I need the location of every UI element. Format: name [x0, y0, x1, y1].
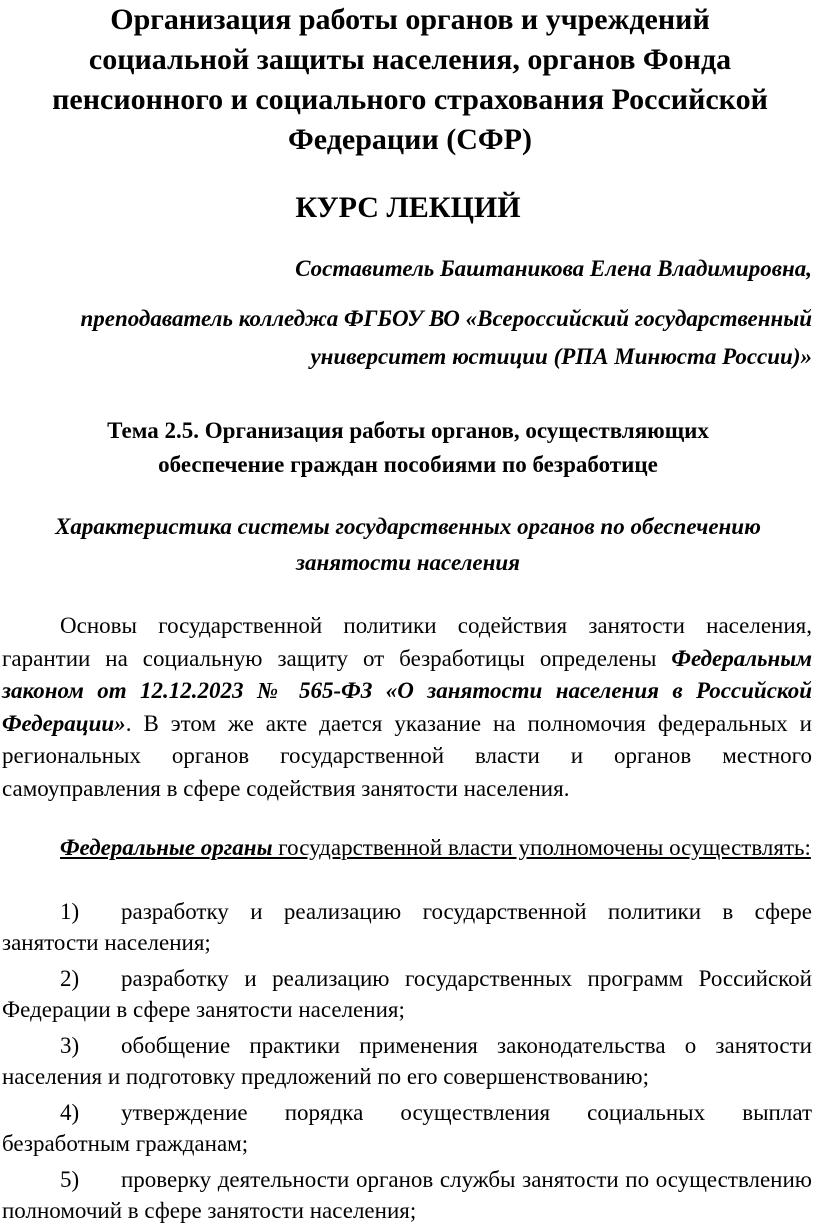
paragraph-text: Основы государственной политики содействия занятости населения, гарантии на социальную защиту от безработицы определены	[2, 613, 812, 671]
list-item	[2, 1030, 812, 1092]
title-line: Организация работы органов и учреждений	[110, 3, 710, 36]
topic-heading	[0, 414, 816, 482]
list-item-number: 5)	[60, 1167, 80, 1192]
list-item-number: 4)	[60, 1100, 80, 1125]
list-item	[2, 963, 812, 1025]
topic-line: Тема 2.5. Организация работы органов, осуществляющих	[107, 418, 709, 443]
list-item	[2, 1097, 812, 1159]
title-line: пенсионного и социального страхования Российской	[52, 83, 768, 116]
list-item-text: обобщение практики применения законодательства о занятости населения и подготовку предложений по его совершенствованию;	[2, 1033, 812, 1089]
paragraph-text: . В этом же акте дается указание на полномочия федеральных и региональных органов государственной власти и органов местного самоуправления в сфере содействия занятости населения.	[2, 710, 812, 801]
federal-intro-text: государственной власти уполномочены осуществлять:	[272, 835, 811, 860]
federal-powers-intro	[2, 832, 812, 864]
course-heading: КУРС ЛЕКЦИЙ	[295, 191, 521, 224]
list-item	[2, 1164, 812, 1226]
list-item-text: разработку и реализацию государственной политики в сфере занятости населения;	[2, 899, 812, 955]
intro-paragraph	[2, 610, 812, 805]
author-position	[20, 300, 812, 376]
section-heading-line: занятости населения	[295, 550, 521, 575]
author-position-line: преподаватель колледжа ФГБОУ ВО «Всероссийский государственный	[80, 306, 812, 331]
federal-powers-list	[2, 896, 812, 1231]
title-line: социальной защиты населения, органов Фонда	[88, 43, 732, 76]
list-item-text: разработку и реализацию государственных программ Российской Федерации в сфере занятости населения;	[2, 966, 812, 1022]
author-position-line: университет юстиции (РПА Минюста России)»	[310, 344, 812, 369]
section-heading	[0, 509, 816, 581]
federal-bodies-label: Федеральные органы	[60, 835, 273, 860]
law-reference: Федеральным законом от 12.12.2023 № 565-ФЗ «О занятости населения в Российской Федерации»	[2, 645, 812, 736]
list-item-number: 1)	[60, 899, 80, 924]
section-heading-line: Характеристика системы государственных органов по обеспечению	[55, 514, 761, 539]
list-item-text: проверку деятельности органов службы занятости по осуществлению полномочий в сфере занятости населения;	[2, 1167, 812, 1223]
list-item-number: 3)	[60, 1033, 80, 1058]
list-item-number: 2)	[60, 966, 80, 991]
topic-line: обеспечение граждан пособиями по безработице	[158, 452, 658, 477]
title-line: Федерации (СФР)	[288, 123, 532, 156]
list-item	[2, 896, 812, 958]
list-item-text: утверждение порядка осуществления социальных выплат безработным гражданам;	[2, 1100, 812, 1156]
author-name: Составитель Баштаникова Елена Владимировна,	[295, 256, 812, 281]
document-title	[20, 0, 800, 160]
